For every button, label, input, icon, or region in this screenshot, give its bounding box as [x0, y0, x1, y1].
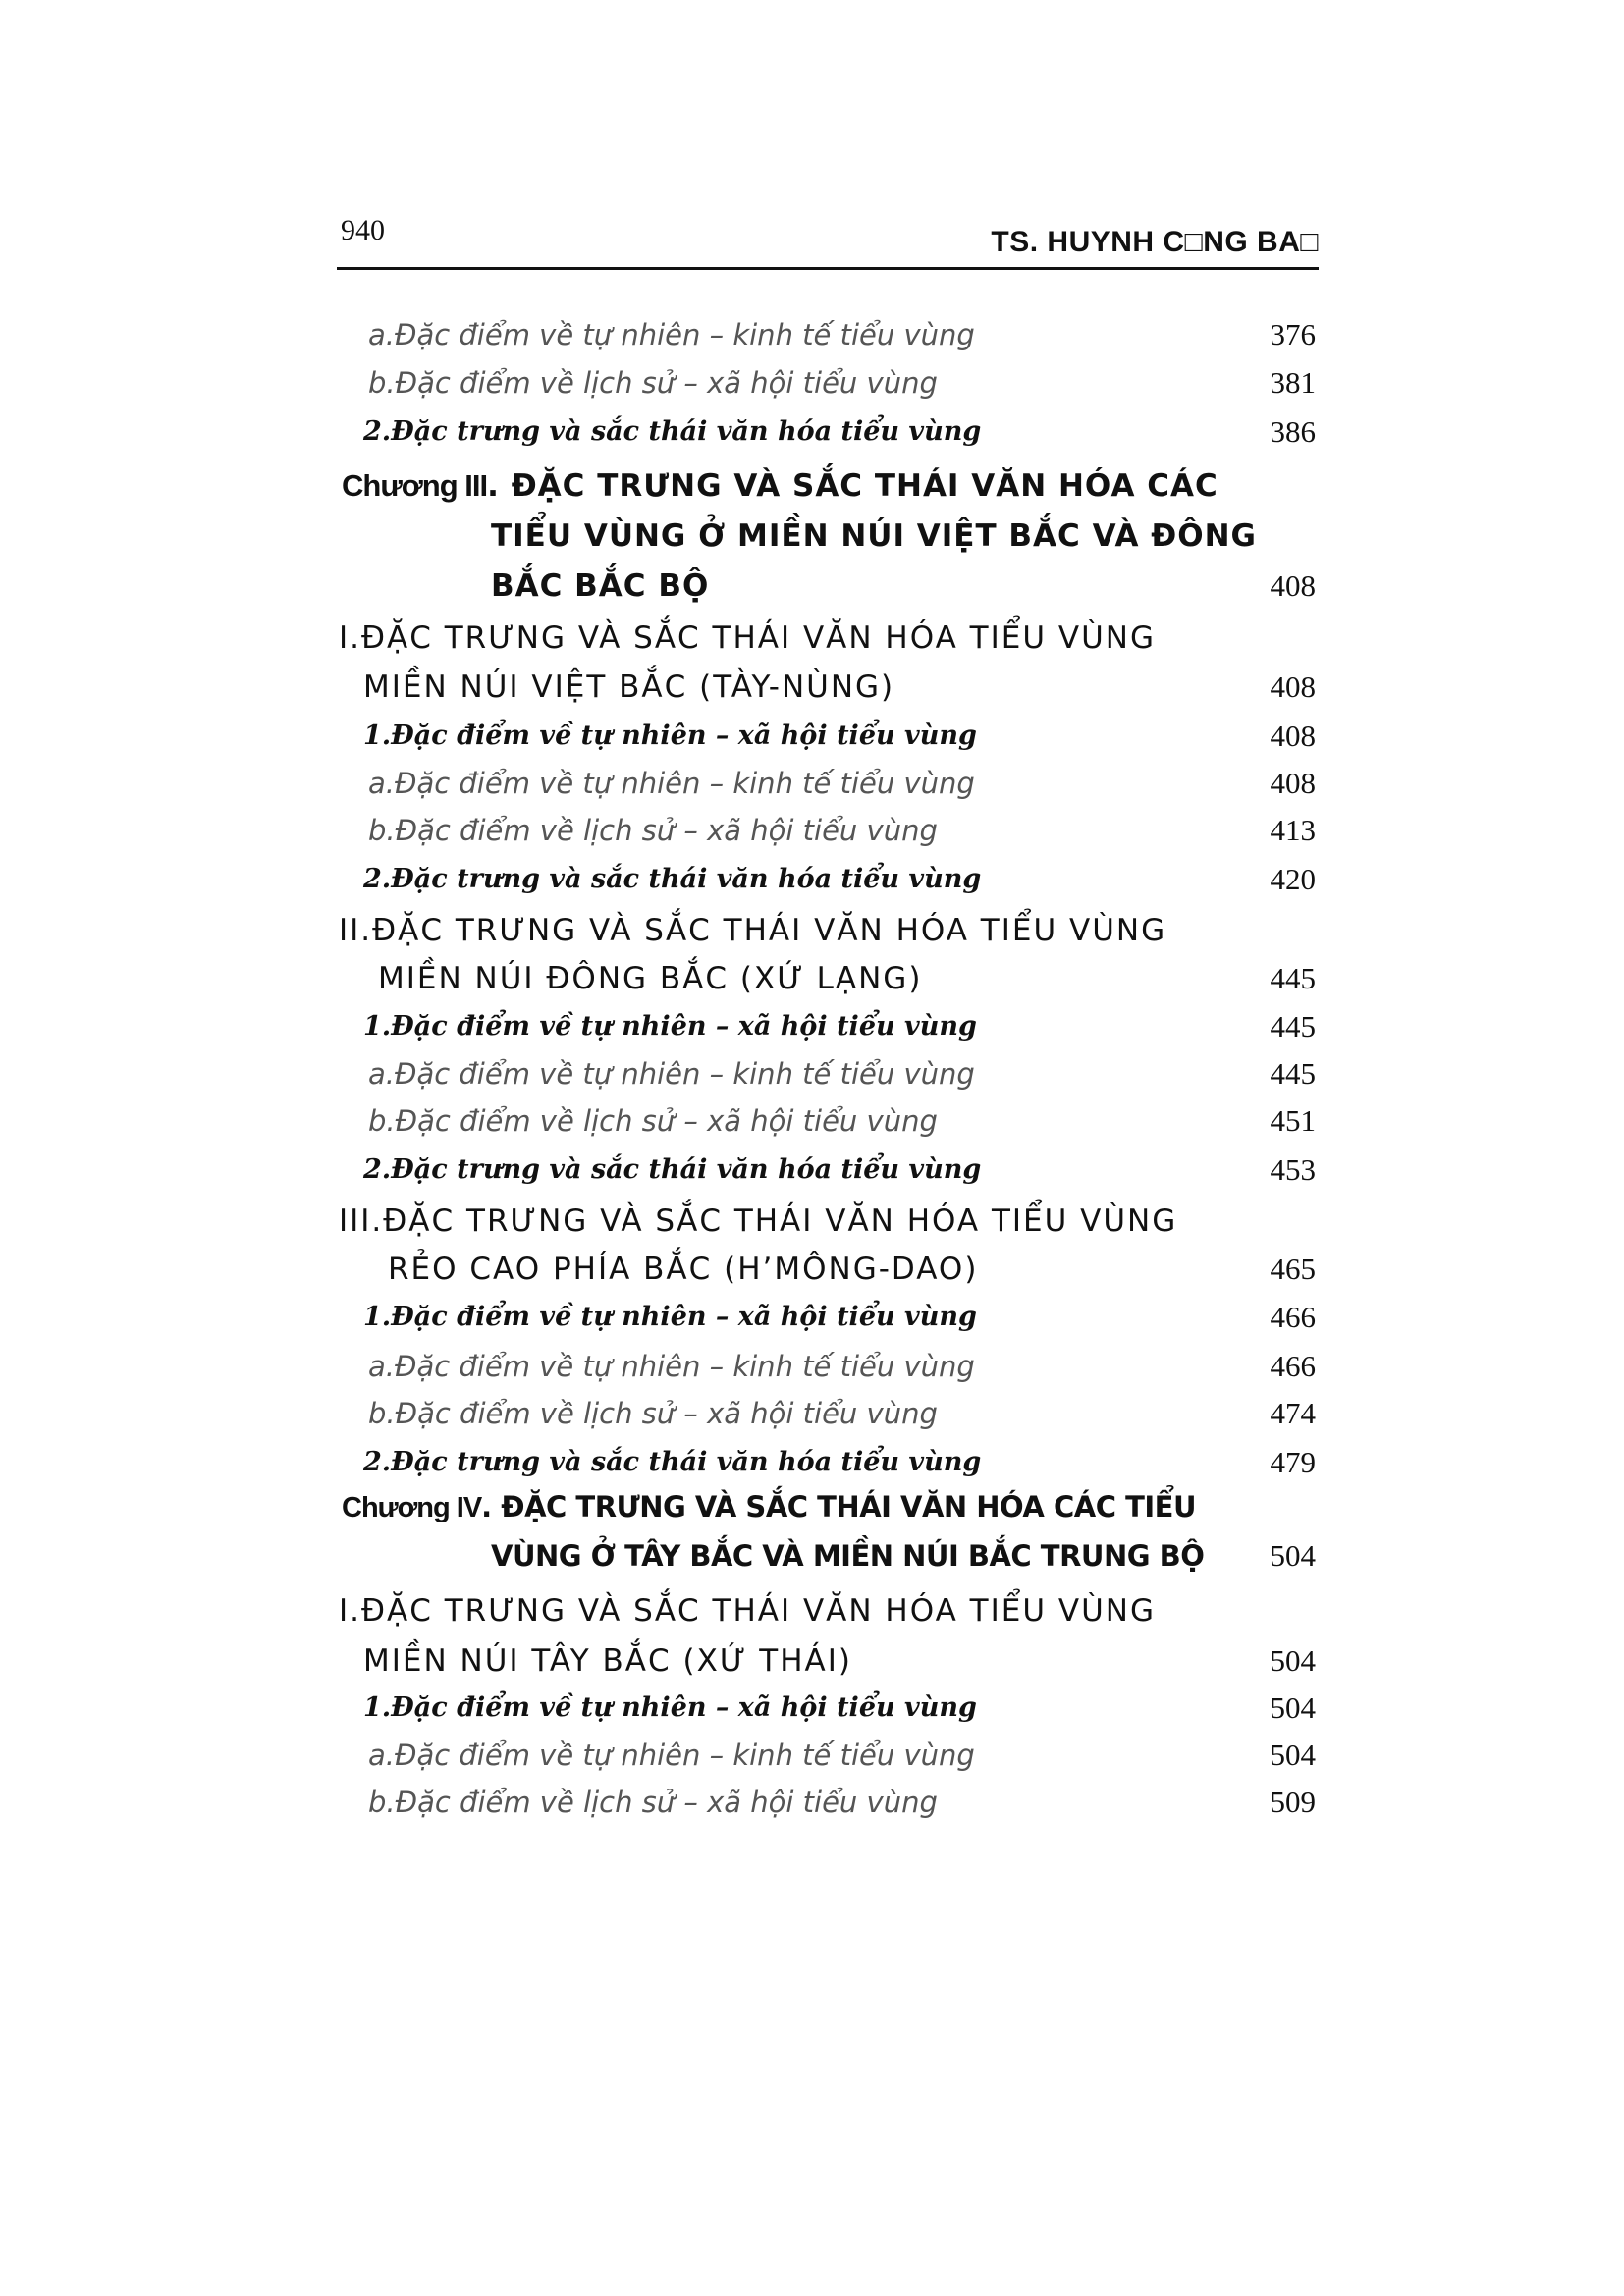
- toc-entry: [334, 1732, 1316, 1779]
- chapter-label: Chương III: [342, 468, 488, 503]
- toc-entry-page: 445: [1270, 961, 1316, 995]
- toc-entry-text: 2.Đặc trưng và sắc thái văn hóa tiểu vùng: [363, 416, 982, 447]
- toc-entry-page: 445: [1270, 1009, 1316, 1043]
- toc-entry-title: [363, 664, 894, 711]
- toc-entry: [334, 1097, 1316, 1145]
- toc-entry-title: [363, 856, 981, 903]
- toc-entry-text: TIỂU VÙNG Ở MIỀN NÚI VIỆT BẮC VÀ ĐÔNG: [491, 518, 1257, 554]
- toc-entry: [334, 359, 1316, 406]
- toc-entry-text: VÙNG Ở TÂY BẮC VÀ MIỀN NÚI BẮC TRUNG BỘ: [491, 1539, 1205, 1573]
- toc-entry-title: [368, 1390, 938, 1437]
- toc-entry-text: 2.Đặc trưng và sắc thái văn hóa tiểu vùng: [363, 1154, 982, 1185]
- toc-entry-title: [368, 1779, 938, 1826]
- toc-entry: [334, 1343, 1316, 1390]
- toc-entry-title: [388, 1246, 978, 1293]
- toc-entry-title: [342, 1483, 1196, 1531]
- toc-entry-text: MIỀN NÚI VIỆT BẮC (TÀY-NÙNG): [363, 669, 895, 705]
- toc-entry-title: [339, 1587, 1156, 1634]
- toc-entry-title: [363, 1439, 981, 1486]
- page-number: 940: [341, 214, 385, 246]
- toc-entry: [334, 664, 1316, 711]
- toc-entry-text: a.Đặc điểm về tự nhiên – kinh tế tiểu vùng: [368, 318, 975, 351]
- toc-entry-title: [368, 1343, 975, 1390]
- toc-entry-page: 474: [1270, 1396, 1316, 1430]
- toc-entry-text: . ĐẶC TRƯNG VÀ SẮC THÁI VĂN HÓA CÁC: [487, 468, 1218, 504]
- toc-entry-page: 408: [1270, 766, 1316, 800]
- toc-entry-page: 376: [1270, 317, 1316, 351]
- toc-entry-title: [363, 1294, 977, 1341]
- toc-entry-page: 479: [1270, 1445, 1316, 1479]
- toc-entry: [334, 1637, 1316, 1684]
- toc-entry-text: a.Đặc điểm về tự nhiên – kinh tế tiểu vùng: [368, 1738, 975, 1772]
- toc-entry-text: 1.Đặc điểm về tự nhiên – xã hội tiểu vùng: [363, 1692, 977, 1723]
- toc-entry-page: 504: [1270, 1737, 1316, 1772]
- toc-entry-page: 509: [1270, 1785, 1316, 1819]
- toc-entry-text: MIỀN NÚI TÂY BẮC (XỨ THÁI): [363, 1643, 852, 1679]
- toc-entry: [334, 1003, 1316, 1050]
- toc-entry: [334, 512, 1316, 560]
- toc-entry: [334, 408, 1316, 455]
- toc-entry-page: 504: [1270, 1643, 1316, 1678]
- toc-entry-title: [368, 359, 938, 406]
- toc-entry: [334, 713, 1316, 760]
- toc-entry-text: b.Đặc điểm về lịch sử – xã hội tiểu vùng: [368, 1786, 938, 1819]
- toc-entry-title: [339, 1198, 1177, 1245]
- toc-entry-text: I.ĐẶC TRƯNG VÀ SẮC THÁI VĂN HÓA TIỂU VÙNG: [339, 620, 1156, 656]
- toc-entry-text: a.Đặc điểm về tự nhiên – kinh tế tiểu vùng: [368, 1057, 975, 1091]
- toc-entry-page: 413: [1270, 813, 1316, 847]
- toc-entry-text: BẮC BẮC BỘ: [491, 568, 710, 604]
- toc-entry: [334, 1483, 1316, 1530]
- toc-entry-title: [368, 807, 938, 854]
- toc-entry-title: [368, 1097, 938, 1145]
- toc-entry: [334, 760, 1316, 807]
- toc-entry-page: 381: [1270, 365, 1316, 400]
- toc-entry-text: II.ĐẶC TRƯNG VÀ SẮC THÁI VĂN HÓA TIỂU VÙNG: [339, 913, 1167, 948]
- toc-entry: [334, 856, 1316, 903]
- toc-entry-title: [491, 1532, 1204, 1579]
- toc-entry-text: 2.Đặc trưng và sắc thái văn hóa tiểu vùng: [363, 1447, 982, 1477]
- toc-entry-title: [368, 1050, 975, 1097]
- toc-entry-title: [363, 1003, 977, 1050]
- toc-entry-page: 466: [1270, 1349, 1316, 1383]
- chapter-label: Chương IV: [342, 1492, 482, 1523]
- toc-entry: [334, 1246, 1316, 1293]
- toc-entry: [334, 1532, 1316, 1579]
- toc-entry-text: MIỀN NÚI ĐÔNG BẮC (XỨ LẠNG): [378, 961, 923, 996]
- toc-entry-page: 420: [1270, 862, 1316, 896]
- toc-entry-page: 408: [1270, 568, 1316, 603]
- toc-entry-title: [491, 512, 1257, 560]
- toc-entry-text: 2.Đặc trưng và sắc thái văn hóa tiểu vùng: [363, 864, 982, 894]
- toc-entry: [334, 1779, 1316, 1826]
- toc-entry-title: [363, 1684, 977, 1732]
- toc-entry: [334, 1147, 1316, 1194]
- toc-entry-text: b.Đặc điểm về lịch sử – xã hội tiểu vùng: [368, 1397, 938, 1430]
- toc-entry-text: 1.Đặc điểm về tự nhiên – xã hội tiểu vùng: [363, 721, 977, 751]
- toc-entry-page: 453: [1270, 1152, 1316, 1187]
- toc-entry-page: 504: [1270, 1690, 1316, 1725]
- toc-entry-page: 386: [1270, 414, 1316, 449]
- running-title: TS. HUYNH C□NG BA□: [991, 226, 1319, 258]
- toc-entry-page: 445: [1270, 1056, 1316, 1091]
- toc-entry-title: [342, 462, 1218, 509]
- toc-entry-text: a.Đặc điểm về tự nhiên – kinh tế tiểu vùng: [368, 1350, 975, 1383]
- toc-entry-text: III.ĐẶC TRƯNG VÀ SẮC THÁI VĂN HÓA TIỂU VÙNG: [339, 1203, 1178, 1239]
- toc-entry-title: [363, 713, 977, 760]
- toc-entry: [334, 614, 1316, 662]
- toc-entry: [334, 1390, 1316, 1437]
- toc-entry-title: [368, 311, 975, 358]
- toc-entry-title: [491, 562, 709, 610]
- toc-entry-title: [378, 955, 922, 1002]
- toc-entry-title: [339, 614, 1156, 662]
- toc-entry-title: [368, 760, 975, 807]
- toc-entry-title: [339, 907, 1166, 954]
- toc-entry-title: [368, 1732, 975, 1779]
- toc-entry-text: b.Đặc điểm về lịch sử – xã hội tiểu vùng: [368, 366, 938, 400]
- toc-entry-text: 1.Đặc điểm về tự nhiên – xã hội tiểu vùng: [363, 1302, 977, 1332]
- toc-entry-page: 466: [1270, 1300, 1316, 1334]
- toc-entry: [334, 1050, 1316, 1097]
- toc-entry: [334, 1684, 1316, 1732]
- toc-entry: [334, 1587, 1316, 1634]
- toc-entry-text: I.ĐẶC TRƯNG VÀ SẮC THÁI VĂN HÓA TIỂU VÙNG: [339, 1593, 1156, 1629]
- toc-entry: [334, 462, 1316, 509]
- toc-entry-page: 408: [1270, 669, 1316, 704]
- toc-entry: [334, 1198, 1316, 1245]
- toc-entry-page: 465: [1270, 1252, 1316, 1286]
- toc-entry-text: RẺO CAO PHÍA BẮC (H’MÔNG-DAO): [388, 1252, 979, 1287]
- toc-entry-text: b.Đặc điểm về lịch sử – xã hội tiểu vùng: [368, 814, 938, 847]
- toc-entry: [334, 311, 1316, 358]
- toc-entry: [334, 1439, 1316, 1486]
- toc-entry-page: 408: [1270, 719, 1316, 753]
- toc-entry-page: 504: [1270, 1538, 1316, 1573]
- toc-entry-title: [363, 1147, 981, 1194]
- toc-entry-page: 451: [1270, 1103, 1316, 1138]
- toc-entry-title: [363, 1637, 852, 1684]
- toc-entry: [334, 955, 1316, 1002]
- toc-entry-title: [363, 408, 981, 455]
- toc-entry: [334, 907, 1316, 954]
- toc-entry-text: . ĐẶC TRƯNG VÀ SẮC THÁI VĂN HÓA CÁC TIỂU: [481, 1490, 1196, 1523]
- toc-entry: [334, 807, 1316, 854]
- toc-entry-text: 1.Đặc điểm về tự nhiên – xã hội tiểu vùng: [363, 1011, 977, 1041]
- toc-entry: [334, 1294, 1316, 1341]
- toc-entry-text: a.Đặc điểm về tự nhiên – kinh tế tiểu vùng: [368, 767, 975, 800]
- toc-entry-text: b.Đặc điểm về lịch sử – xã hội tiểu vùng: [368, 1104, 938, 1138]
- toc-entry: [334, 562, 1316, 610]
